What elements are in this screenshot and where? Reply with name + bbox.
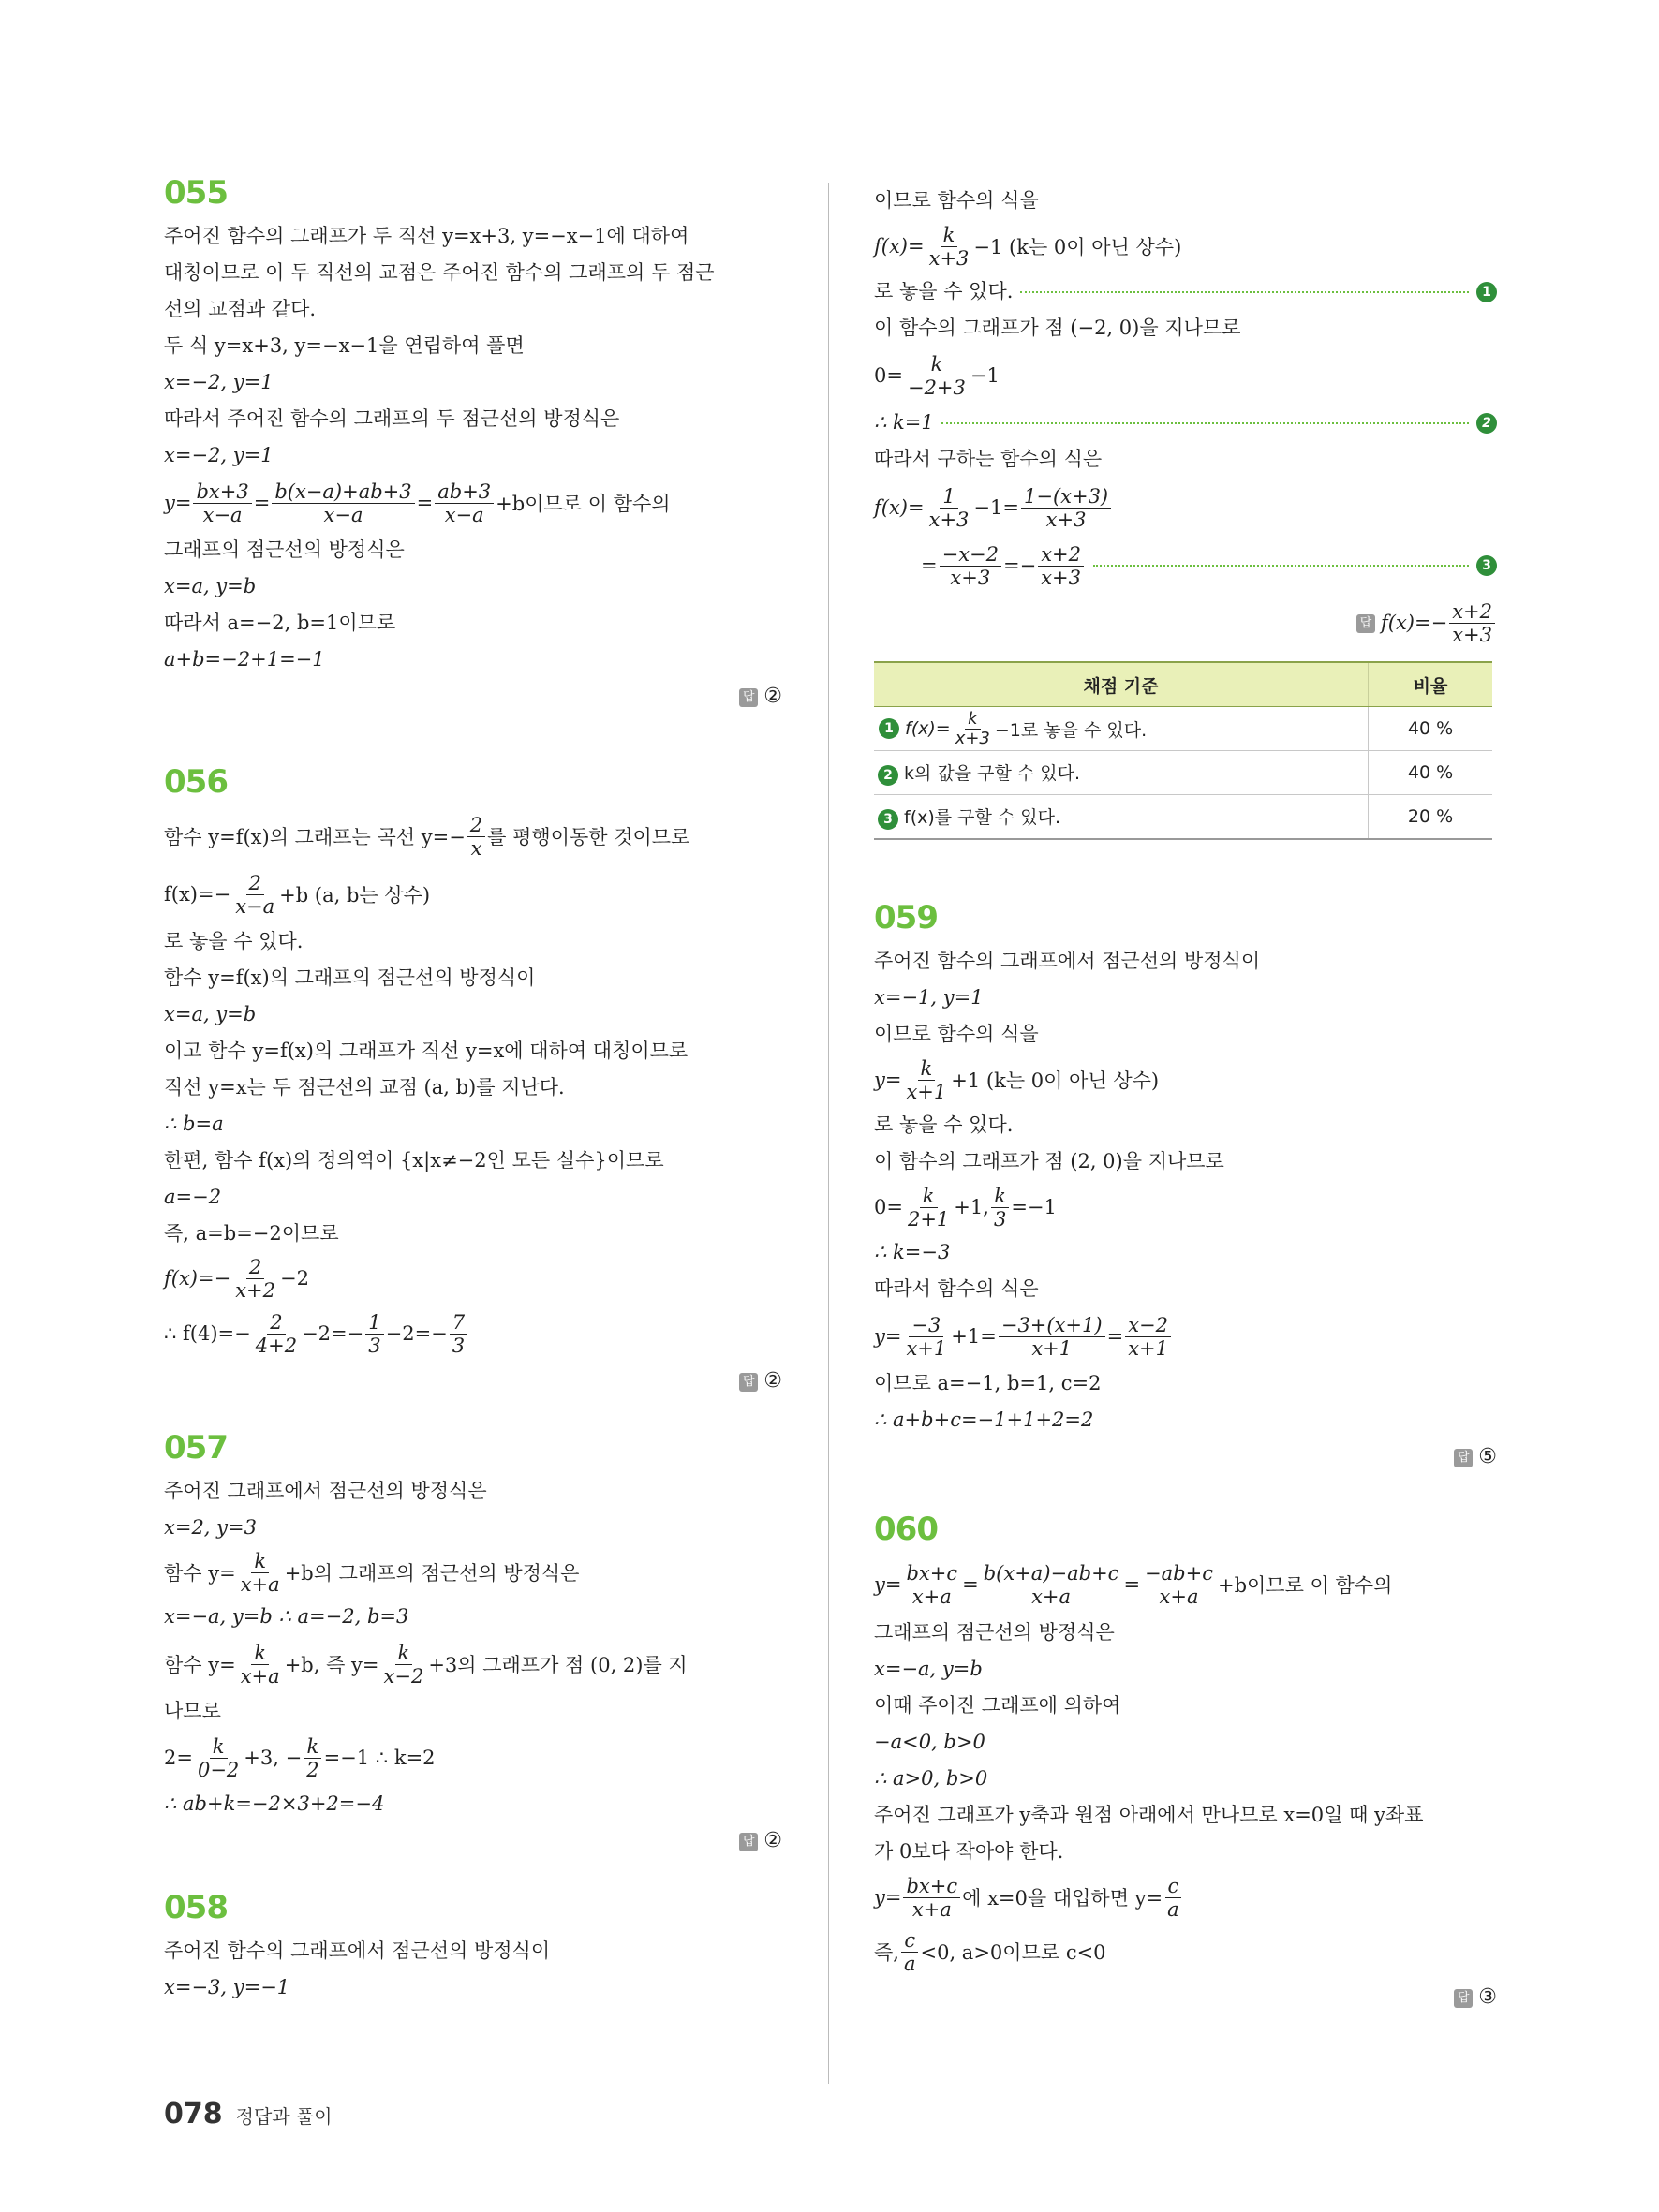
answer: [874, 594, 1497, 652]
criterion-cell: [874, 707, 1369, 751]
numerator: k: [965, 710, 980, 730]
fraction: [926, 485, 972, 531]
answer: [164, 1822, 782, 1860]
equation: [164, 474, 782, 532]
denominator: x+a: [1159, 1585, 1199, 1608]
numerator: k: [920, 1185, 938, 1208]
problem-number: 060: [874, 1511, 938, 1548]
math-text: =−1 ∴ k=2: [323, 1747, 436, 1769]
fraction: [903, 1562, 960, 1608]
math-text: f(x)=: [874, 235, 925, 258]
step-1-marker-icon: 1: [1476, 282, 1497, 302]
solution-line: 따라서 주어진 함수의 그래프의 두 점근선의 방정식은: [164, 407, 620, 430]
numerator: c: [901, 1929, 918, 1953]
solution-line: 이 함수의 그래프가 점 (−2, 0)을 지나므로: [874, 317, 1241, 339]
fraction: [903, 1314, 949, 1360]
denominator: x+3: [1041, 566, 1082, 589]
denominator: x−a: [444, 503, 484, 526]
step-1-marker-icon: 1: [879, 718, 899, 739]
solution-line: 대칭이므로 이 두 직선의 교점은 주어진 함수의 그래프의 두 점근: [164, 261, 715, 284]
criterion-text: −1로 놓을 수 있다.: [994, 719, 1148, 741]
solution-line: x=a, y=b: [164, 1003, 257, 1025]
numerator: 2: [246, 872, 264, 895]
fraction: [991, 1185, 1009, 1231]
numerator: bx+c: [903, 1562, 960, 1585]
math-text: f(x)=−: [164, 1267, 231, 1290]
solution-line: 직선 y=x는 두 점근선의 교점 (a, b)를 지난다.: [164, 1076, 565, 1099]
problem-number: 056: [164, 763, 228, 801]
problem-058: [164, 1888, 782, 2006]
solution-line: −a<0, b>0: [874, 1731, 985, 1753]
column-divider: [828, 183, 829, 2084]
denominator: x−a: [235, 894, 275, 918]
table-row: [874, 707, 1492, 751]
fraction: [381, 1642, 427, 1688]
step-2-marker-icon: 2: [878, 765, 898, 786]
solution-line: 따라서 구하는 함수의 식은: [874, 448, 1103, 470]
math-text: =: [921, 554, 938, 577]
page-number: 078: [164, 2098, 223, 2131]
dotted-leader: [1093, 565, 1469, 567]
solution-line: 따라서 a=−2, b=1이므로: [164, 612, 396, 634]
solution-line: 로 놓을 수 있다.: [164, 930, 304, 952]
numerator: b(x−a)+ab+3: [272, 480, 414, 504]
fraction: [1142, 1562, 1216, 1608]
math-text: −2=−: [302, 1322, 364, 1345]
equation: [164, 1305, 782, 1363]
math-text: +b이므로 이 함수의: [1217, 1574, 1393, 1597]
equation: [874, 219, 1497, 273]
math-text: +3의 그래프가 점 (0, 2)를 지: [428, 1654, 688, 1676]
problem-056: [164, 762, 782, 1400]
rate-cell: 40 %: [1369, 707, 1493, 751]
solution-line: x=−a, y=b: [874, 1658, 983, 1680]
denominator: 2: [306, 1758, 319, 1781]
math-text: 2=: [164, 1747, 193, 1769]
numerator: ab+3: [435, 480, 494, 504]
equation: [164, 1730, 782, 1786]
numerator: 7: [450, 1311, 467, 1335]
answer-value: ②: [763, 685, 782, 708]
table-row: [874, 751, 1492, 795]
step-3-marker-icon: 3: [878, 809, 898, 830]
right-column: [874, 183, 1497, 2016]
math-text: =−: [1003, 554, 1037, 577]
math-text: +1,: [954, 1196, 989, 1218]
fraction: [450, 1311, 467, 1357]
math-text: −1 (k는 0이 아닌 상수): [973, 236, 1182, 258]
scoring-step-3: [874, 538, 1497, 594]
equation: [874, 1180, 1497, 1234]
numerator: bx+3: [193, 480, 251, 504]
math-text: +b이므로 이 함수의: [496, 493, 671, 515]
numerator: k: [928, 353, 946, 376]
fraction: [193, 480, 251, 526]
fraction: [1164, 1875, 1182, 1921]
equation: [874, 1053, 1497, 1107]
math-text: f(x)=−: [164, 883, 231, 906]
numerator: 2: [267, 1311, 285, 1335]
math-text: =−1: [1011, 1196, 1057, 1218]
math-text: =: [1123, 1573, 1141, 1596]
solution-line: 선의 교점과 같다.: [164, 298, 317, 320]
solution-line: 주어진 함수의 그래프에서 점근선의 방정식이: [874, 950, 1261, 972]
math-text: f(x)=: [905, 718, 951, 739]
math-text: 에 x=0을 대입하면 y=: [962, 1887, 1163, 1910]
fraction: [905, 353, 969, 399]
solution-line: 나므로: [164, 1700, 221, 1722]
denominator: 3: [368, 1334, 381, 1357]
answer-mark-icon: 답: [739, 688, 758, 707]
left-column: [164, 173, 782, 2006]
denominator: a: [903, 1952, 916, 1975]
fraction: [905, 1185, 952, 1231]
numerator: x+2: [1449, 600, 1495, 624]
math-text: <0, a>0이므로 c<0: [920, 1941, 1106, 1964]
denominator: x−a: [202, 503, 243, 526]
problem-060: [874, 1510, 1497, 2016]
problem-number: 059: [874, 899, 938, 936]
math-text: 함수 y=f(x)의 그래프는 곡선 y=−: [164, 826, 466, 848]
criterion: [875, 710, 1367, 748]
numerator: k: [918, 1057, 936, 1081]
math-text: f(x)=: [874, 496, 925, 519]
answer-value: ②: [763, 1829, 782, 1852]
solution-line: 이므로 a=−1, b=1, c=2: [874, 1372, 1102, 1394]
answer: [164, 1363, 782, 1400]
math-text: 0=: [874, 1196, 903, 1218]
fraction: [238, 1550, 283, 1596]
math-text: =: [1106, 1325, 1124, 1348]
denominator: x: [470, 836, 482, 860]
fraction: [435, 480, 494, 526]
denominator: x+3: [928, 246, 970, 270]
solution-line: x=−a, y=b ∴ a=−2, b=3: [164, 1605, 409, 1628]
equation: [874, 478, 1497, 538]
solution-line: 그래프의 점근선의 방정식은: [164, 538, 405, 561]
column-header: 채점 기준: [874, 662, 1369, 707]
solution-line: 따라서 함수의 식은: [874, 1277, 1039, 1300]
denominator: x+1: [906, 1080, 947, 1103]
equation: [874, 1555, 1497, 1615]
denominator: x+a: [1031, 1585, 1072, 1608]
denominator: x+3: [950, 566, 991, 589]
fraction: [1038, 543, 1084, 589]
numerator: k: [991, 1185, 1009, 1208]
equation: [164, 865, 782, 923]
solution-line: 한편, 함수 f(x)의 정의역이 {x|x≠−2인 모든 실수}이므로: [164, 1149, 664, 1172]
denominator: x+a: [911, 1897, 952, 1921]
solution-line: 이 함수의 그래프가 점 (2, 0)을 지나므로: [874, 1150, 1224, 1172]
fraction: [1021, 485, 1111, 531]
denominator: x+3: [1452, 623, 1492, 646]
numerator: 1: [940, 485, 957, 509]
scoring-step-2: [874, 405, 1497, 441]
equation: [164, 1546, 782, 1599]
math-text: y=: [164, 492, 192, 514]
answer-mark-wrap: [1356, 612, 1381, 633]
equation: [874, 347, 1497, 405]
criterion-text: f(x)를 구할 수 있다.: [904, 807, 1061, 828]
numerator: 2: [467, 814, 485, 837]
denominator: x−a: [323, 503, 363, 526]
fraction: [901, 1929, 919, 1975]
math-text: +b의 그래프의 점근선의 방정식은: [284, 1562, 580, 1585]
numerator: b(x+a)−ab+c: [981, 1562, 1122, 1585]
equation: [164, 807, 782, 865]
fraction: [1449, 600, 1495, 646]
solution-line: 주어진 함수의 그래프에서 점근선의 방정식이: [164, 1939, 551, 1962]
solution-line: ∴ k=−3: [874, 1241, 951, 1263]
solution-line: a+b=−2+1=−1: [164, 648, 325, 671]
problem-058-continued: [874, 183, 1497, 840]
dotted-leader: [1020, 291, 1469, 293]
solution-line: 그래프의 점근선의 방정식은: [874, 1621, 1115, 1644]
fraction: [999, 1314, 1105, 1360]
equation: [874, 1307, 1497, 1365]
solution-line: x=−2, y=1: [164, 371, 274, 393]
fraction: [253, 1311, 300, 1357]
math-text: y=: [874, 1886, 902, 1909]
solution-line: 주어진 함수의 그래프가 두 직선 y=x+3, y=−x−1에 대하여: [164, 225, 689, 247]
math-text: +1=: [951, 1325, 997, 1348]
solution-line: 이때 주어진 그래프에 의하여: [874, 1694, 1121, 1717]
solution-line: 이고 함수 y=f(x)의 그래프가 직선 y=x에 대하여 대칭이므로: [164, 1040, 689, 1062]
answer-mark-icon: 답: [1454, 1989, 1473, 2008]
problem-number: 057: [164, 1429, 228, 1467]
denominator: x+1: [1031, 1336, 1073, 1360]
numerator: −x−2: [940, 543, 1001, 567]
math-text: y=: [874, 1573, 902, 1596]
column-header: 비율: [1369, 662, 1493, 707]
math-text: +3, −: [244, 1747, 303, 1769]
solution-line: ∴ b=a: [164, 1113, 224, 1135]
answer-mark-icon: 답: [1356, 614, 1375, 633]
solution-line: 이므로 함수의 식을: [874, 189, 1039, 212]
numerator: k: [210, 1735, 228, 1759]
solution-line: x=−2, y=1: [164, 444, 274, 466]
denominator: a: [1167, 1897, 1179, 1921]
denominator: 0−2: [197, 1758, 240, 1781]
solution-line: ∴ ab+k=−2×3+2=−4: [164, 1792, 385, 1815]
solution-line: 가 0보다 작아야 한다.: [874, 1840, 1064, 1863]
math-text: y=: [874, 1069, 902, 1091]
fraction: [467, 814, 485, 860]
answer-mark-icon: 답: [739, 1833, 758, 1851]
numerator: x−2: [1125, 1314, 1171, 1337]
fraction: [953, 710, 993, 748]
solution-line: 즉, a=b=−2이므로: [164, 1222, 339, 1245]
denominator: x+3: [955, 728, 990, 748]
denominator: x−2: [383, 1664, 424, 1688]
numerator: 2: [246, 1256, 264, 1279]
solution-line: 두 식 y=x+3, y=−x−1을 연립하여 풀면: [164, 334, 525, 357]
math-text: =: [416, 492, 434, 514]
math-text: −2: [280, 1267, 309, 1290]
fraction: [903, 1057, 949, 1103]
math-text: −2=−: [385, 1322, 448, 1345]
solution-line: ∴ a+b+c=−1+1+2=2: [874, 1408, 1094, 1431]
equation: [874, 1924, 1497, 1979]
denominator: x+a: [240, 1572, 280, 1596]
numerator: k: [251, 1550, 269, 1573]
math-text: =: [962, 1573, 979, 1596]
solution-line: 로 놓을 수 있다.: [874, 280, 1014, 302]
criterion-cell: [874, 751, 1369, 795]
numerator: k: [251, 1642, 269, 1665]
fraction: [1125, 1314, 1171, 1360]
fraction: [940, 543, 1001, 589]
denominator: 3: [452, 1334, 466, 1357]
math-text: −1: [970, 364, 1000, 387]
problem-055: [164, 173, 782, 715]
numerator: −3: [909, 1314, 943, 1337]
denominator: x+a: [240, 1664, 280, 1688]
numerator: −3+(x+1): [999, 1314, 1105, 1337]
rate-cell: 40 %: [1369, 751, 1493, 795]
math-text: 함수 y=: [164, 1654, 236, 1676]
math-text: y=: [874, 1325, 902, 1348]
denominator: x+a: [911, 1585, 952, 1608]
fraction: [238, 1642, 283, 1688]
solution-line: 주어진 그래프가 y축과 원점 아래에서 만나므로 x=0일 때 y좌표: [874, 1804, 1424, 1826]
problem-number: 055: [164, 174, 228, 212]
denominator: 4+2: [255, 1334, 298, 1357]
solution-line: x=−1, y=1: [874, 986, 984, 1009]
solution-line: 주어진 그래프에서 점근선의 방정식은: [164, 1480, 487, 1502]
numerator: k: [941, 224, 958, 247]
solution-line: ∴ k=1: [874, 411, 934, 434]
math-text: ∴ f(4)=−: [164, 1322, 251, 1345]
denominator: 3: [993, 1207, 1007, 1231]
answer-value: ②: [763, 1369, 782, 1393]
math-text: =: [253, 492, 271, 514]
denominator: x+1: [1128, 1336, 1169, 1360]
math-text: +b, 즉 y=: [284, 1654, 379, 1676]
numerator: k: [304, 1735, 322, 1759]
problem-057: [164, 1428, 782, 1860]
solution-line: 이므로 함수의 식을: [874, 1023, 1039, 1045]
criterion-text: k의 값을 구할 수 있다.: [904, 763, 1081, 784]
denominator: x+3: [928, 508, 970, 531]
denominator: x+1: [906, 1336, 947, 1360]
equation: [164, 1635, 782, 1693]
math-text: +1 (k는 0이 아닌 상수): [951, 1069, 1160, 1092]
page-title: 정답과 풀이: [235, 2105, 333, 2128]
numerator: −ab+c: [1142, 1562, 1216, 1585]
step-3-marker-icon: 3: [1476, 555, 1497, 576]
answer-value: ③: [1478, 1985, 1497, 2009]
denominator: x+2: [235, 1278, 276, 1302]
solution-line: 로 놓을 수 있다.: [874, 1113, 1014, 1136]
math-text: 를 평행이동한 것이므로: [487, 826, 690, 848]
answer-mark-icon: 답: [1454, 1449, 1473, 1467]
solution-line: 함수 y=f(x)의 그래프의 점근선의 방정식이: [164, 966, 536, 989]
numerator: 1−(x+3): [1021, 485, 1111, 509]
equation: [874, 1870, 1497, 1924]
solution-line: x=2, y=3: [164, 1516, 257, 1539]
page-footer: [164, 2098, 333, 2131]
solution-line: ∴ a>0, b>0: [874, 1767, 988, 1790]
answer-value: ⑤: [1478, 1445, 1497, 1468]
fraction: [365, 1311, 383, 1357]
solution-line: a=−2: [164, 1186, 222, 1208]
numerator: bx+c: [903, 1875, 960, 1898]
denominator: x+3: [1045, 508, 1087, 531]
fraction: [903, 1875, 960, 1921]
problem-059: [874, 898, 1497, 1476]
fraction: [272, 480, 414, 526]
numerator: x+2: [1038, 543, 1084, 567]
fraction: [195, 1735, 242, 1781]
solution-line: x=−3, y=−1: [164, 1976, 290, 1998]
numerator: c: [1165, 1875, 1182, 1898]
numerator: k: [395, 1642, 413, 1665]
scoring-table: [874, 661, 1492, 840]
fraction: [232, 872, 277, 918]
criterion-cell: [874, 795, 1369, 840]
answer: [164, 678, 782, 715]
denominator: −2+3: [907, 376, 966, 399]
fraction: [981, 1562, 1122, 1608]
math-text: 함수 y=: [164, 1562, 236, 1585]
solution-line: x=a, y=b: [164, 575, 257, 597]
math-text: f(x)=−: [1380, 612, 1448, 634]
table-row: [874, 795, 1492, 840]
math-text: 즉,: [874, 1941, 899, 1964]
math-text: −1=: [973, 496, 1019, 519]
fraction: [232, 1256, 278, 1302]
step-2-marker-icon: 2: [1476, 413, 1497, 434]
equation: [164, 1252, 782, 1305]
denominator: 2+1: [907, 1207, 950, 1231]
math-text: +b (a, b는 상수): [279, 884, 431, 907]
numerator: 1: [365, 1311, 383, 1335]
answer: [874, 1438, 1497, 1476]
table-header-row: [874, 662, 1492, 707]
rate-cell: 20 %: [1369, 795, 1493, 840]
answer: [874, 1979, 1497, 2016]
dotted-leader: [941, 422, 1469, 424]
answer-mark-icon: 답: [739, 1373, 758, 1392]
problem-number: 058: [164, 1889, 228, 1926]
fraction: [926, 224, 972, 270]
fraction: [304, 1735, 321, 1781]
math-text: 0=: [874, 364, 903, 387]
scoring-step-1: [874, 273, 1497, 310]
